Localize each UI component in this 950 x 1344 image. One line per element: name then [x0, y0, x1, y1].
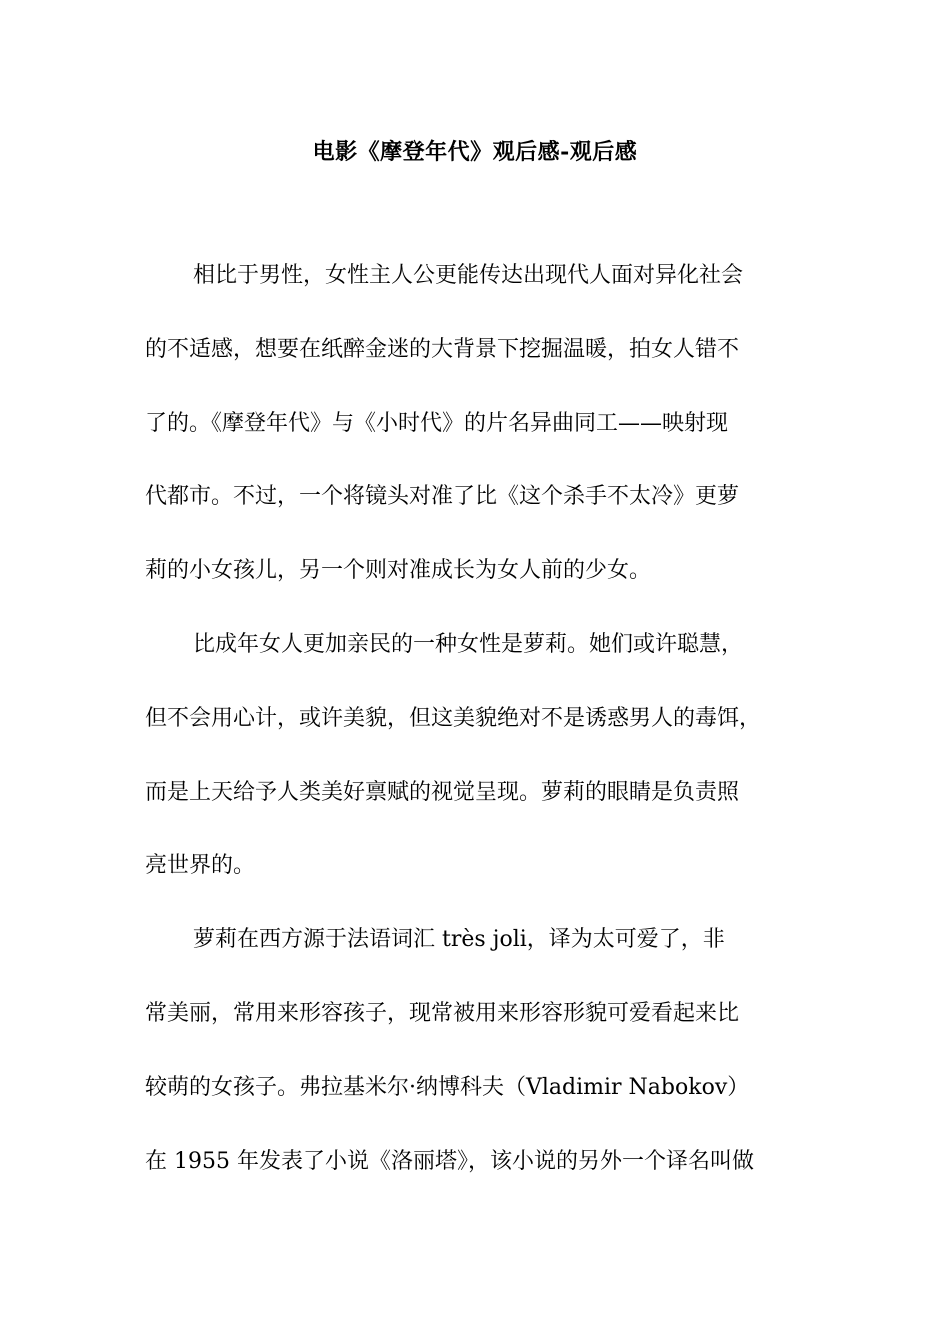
- paragraph-1-line-4: 代都市。不过，一个将镜头对准了比《这个杀手不太冷》更萝: [145, 484, 740, 510]
- paragraph-1-line-2: 的不适感，想要在纸醉金迷的大背景下挖掘温暖，拍女人错不: [145, 336, 740, 362]
- paragraph-2-line-2: 但不会用心计，或许美貌，但这美貌绝对不是诱惑男人的毒饵，: [145, 705, 762, 731]
- document-title: 电影《摩登年代》观后感-观后感: [312, 139, 638, 165]
- paragraph-2-line-4: 亮世界的。: [145, 853, 256, 879]
- paragraph-1-line-3: 了的。《摩登年代》与《小时代》的片名异曲同工——映射现: [145, 410, 729, 436]
- document-body: [145, 258, 810, 1217]
- paragraph-3-line-4: 在 1955 年发表了小说《洛丽塔》，该小说的另外一个译名叫做: [145, 1148, 754, 1174]
- paragraph-2-line-3: 而是上天给予人类美好禀赋的视觉呈现。萝莉的眼睛是负责照: [145, 779, 740, 805]
- paragraph-3-line-3: 较萌的女孩子。弗拉基米尔·纳博科夫（Vladimir Nabokov）: [145, 1074, 750, 1100]
- paragraph-3-line-2: 常美丽，常用来形容孩子，现常被用来形容形貌可爱看起来比: [145, 1000, 740, 1026]
- paragraph-3-line-1: 萝莉在西方源于法语词汇 très joli，译为太可爱了，非: [193, 927, 725, 953]
- paragraph-1-line-5: 莉的小女孩儿，另一个则对准成长为女人前的少女。: [145, 558, 652, 584]
- paragraph-1-line-1: 相比于男性，女性主人公更能传达出现代人面对异化社会: [193, 263, 744, 288]
- paragraph-2-line-1: 比成年女人更加亲民的一种女性是萝莉。她们或许聪慧，: [193, 631, 744, 657]
